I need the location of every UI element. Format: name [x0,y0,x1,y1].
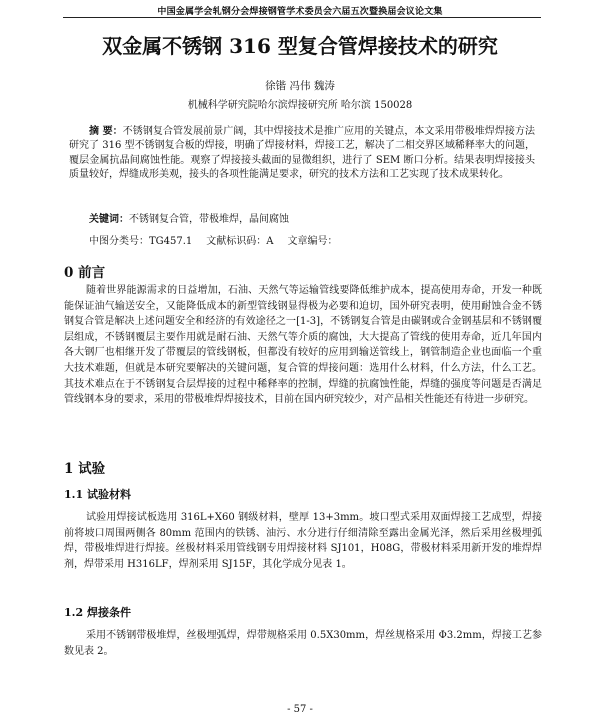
document-code: 文献标识码：A [206,236,274,247]
section-heading-experiment: 1 试验 [64,461,106,477]
subsection-heading-conditions: 1.2 焊接条件 [64,606,131,619]
section-heading-intro: 0 前言 [64,265,106,281]
subsection-heading-materials: 1.1 试验材料 [64,488,131,501]
running-header: 中国金属学会轧钢分会焊接钢管学术委员会六届五次暨换届会议论文集 [157,7,443,17]
article-number: 文章编号： [287,236,338,247]
paper-title: 双金属不锈钢 316 型复合管焊接技术的研究 [102,34,498,58]
paper-affiliation: 机械科学研究院哈尔滨焊接研究所 哈尔滨 150028 [187,100,413,111]
keywords-text: 不锈钢复合管，带极堆焊，晶间腐蚀 [129,214,289,225]
classification-number: 中图分类号：TG457.1 [89,236,193,247]
classification-line [89,232,535,247]
header-rule [63,17,541,18]
keywords [89,210,535,225]
keywords-label: 关键词： [89,214,129,225]
materials-paragraph: 试验用焊接试板选用 316L+X60 钢级材料，壁厚 13+3mm。坡口型式采用双面焊接工艺成型，焊接前将坡口周围两侧各 80mm 范围内的铁锈、油污、水分进行仔细清除至露出金属光泽，然后采用丝极埋弧焊，带极堆焊进行焊接。丝极材料采用管线钢专用焊接材料 SJ101，H08G，带极材料采用新开发的堆焊焊剂，焊带采用 H316LF，焊剂采用 SJ15F，其化学成分见表 1。 [64,512,542,570]
abstract [69,125,535,183]
page-number: - 57 - [287,704,313,715]
abstract-text: 不锈钢复合管发展前景广阔，其中焊接技术是推广应用的关键点，本文采用带极堆焊焊接方法研究了 316 型不锈钢复合板的焊接，明确了焊接材料，焊接工艺，解决了二相交界区域稀释率大的问题，覆层金属抗晶间腐蚀性能。观察了焊接接头截面的显微组织，进行了 SEM 断口分析。结果表明焊接接头质量较好，焊缝成形美观，接头的各项性能满足要求，研究的技术方法和工艺实现了技术成果转化。 [69,126,536,181]
intro-paragraph: 随着世界能源需求的日益增加，石油、天然气等运输管线要降低维护成本，提高使用寿命，开发一种既能保证油气输送安全，又能降低成本的新型管线钢显得极为必要和迫切，国外研究表明，使用耐蚀合金不锈钢复合管是解决上述问题安全和经济的有效途径之一[1-3]，不锈钢复合管是由碳钢或合金钢基层和不锈钢覆层组成，不锈钢覆层主要作用就是耐石油、天然气等介质的腐蚀，大大提高了管线的使用寿命，近几年国内各大钢厂也相继开发了带覆层的管线钢板，但都没有较好的应用到输送管线上，钢管制造企业也面临一个重大技术难题，但就是本研究要解决的关键问题，复合管的焊接问题：选用什么材料，什么方法，什么工艺。其技术难点在于不锈钢复合层焊接的过程中稀释率的控制，焊缝的抗腐蚀性能，焊缝的强度等问题是否满足管线钢本身的要求，采用的带极堆焊焊接技术，目前在国内研究较少，对产品相关性能还有待进一步研究。 [64,285,542,406]
abstract-label: 摘 要： [89,126,123,137]
paper-authors: 徐锴 冯伟 魏涛 [265,80,335,92]
conditions-paragraph: 采用不锈钢带极堆焊，丝极埋弧焊，焊带规格采用 0.5X30mm，焊丝规格采用 Φ3.2mm，焊接工艺参数见表 2。 [64,630,542,657]
